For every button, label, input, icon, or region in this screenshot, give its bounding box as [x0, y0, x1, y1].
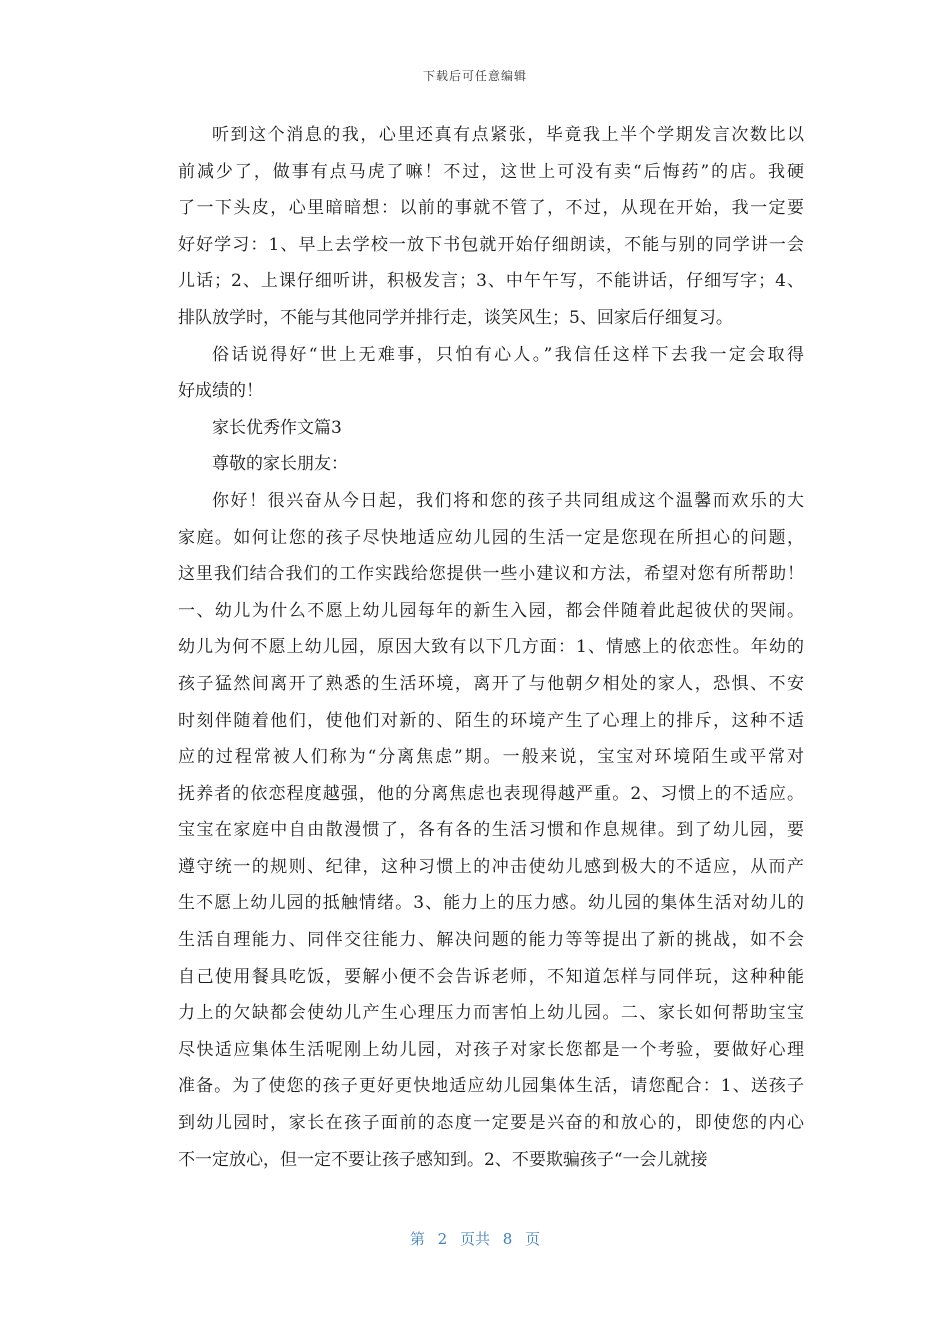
text-line: 俗话说得好“世上无难事，只怕有心人。”我信任这样下去我一定会取得: [212, 344, 804, 365]
total-page-number: 8: [502, 1230, 513, 1248]
current-page-number: 2: [437, 1230, 448, 1248]
text-line: 排队放学时，不能与其他同学并排行走，谈笑风生；5、回家后仔细复习。: [178, 307, 733, 328]
text-line: 好成绩的！: [178, 381, 263, 402]
section-title-text: 家长优秀作文篇3: [212, 417, 342, 438]
paragraph-2: [144, 337, 804, 410]
text-line: 了一下头皮，心里暗暗想：以前的事就不管了，不过，从现在开始，我一定要: [178, 198, 804, 219]
footer-suffix: 页: [525, 1230, 541, 1248]
text-line: 生活自理能力、同伴交往能力、解决问题的能力等等提出了新的挑战，如不会: [178, 930, 804, 951]
text-line: 自己使用餐具吃饭，要解小便不会告诉老师，不知道怎样与同伴玩，这种种能: [178, 966, 804, 987]
salutation: [144, 446, 804, 483]
text-line: 你好！很兴奋从今日起，我们将和您的孩子共同组成这个温馨而欢乐的大: [212, 490, 804, 511]
text-line: 生不愿上幼儿园的抵触情绪。3、能力上的压力感。幼儿园的集体生活对幼儿的: [178, 893, 804, 914]
page-footer: [0, 1228, 950, 1249]
text-line: 儿话；2、上课仔细听讲，积极发言；3、中午午写，不能讲话，仔细写字；4、: [178, 271, 804, 292]
text-line: 应的过程常被人们称为“分离焦虑”期。一般来说，宝宝对环境陌生或平常对: [178, 747, 804, 768]
section-title: [144, 410, 804, 447]
text-line: 宝宝在家庭中自由散漫惯了，各有各的生活习惯和作息规律。到了幼儿园，要: [178, 820, 804, 841]
text-line: 抚养者的依恋程度越强，他的分离焦虑也表现得越严重。2、习惯上的不适应。: [178, 783, 804, 804]
text-line: 好好学习：1、早上去学校一放下书包就开始仔细朗读，不能与别的同学讲一会: [178, 234, 804, 255]
page-header-note: 下载后可任意编辑: [422, 69, 527, 83]
text-line: 幼儿为何不愿上幼儿园，原因大致有以下几方面：1、情感上的依恋性。年幼的: [178, 637, 804, 658]
footer-middle: 页共: [459, 1230, 490, 1248]
paragraph-1: [144, 117, 804, 337]
paragraph-3: [144, 483, 804, 1178]
text-line: 时刻伴随着他们，使他们对新的、陌生的环境产生了心理上的排斥，这种不适: [178, 710, 804, 731]
text-line: 家庭。如何让您的孩子尽快地适应幼儿园的生活一定是您现在所担心的问题，: [178, 527, 804, 548]
text-line: 准备。为了使您的孩子更好更快地适应幼儿园集体生活，请您配合：1、送孩子: [178, 1076, 804, 1097]
text-line: 遵守统一的规则、纪律，这种习惯上的冲击使幼儿感到极大的不适应，从而产: [178, 856, 804, 877]
text-line: 听到这个消息的我，心里还真有点紧张，毕竟我上半个学期发言次数比以: [212, 125, 804, 145]
text-line: 到幼儿园时，家长在孩子面前的态度一定要是兴奋的和放心的，即使您的内心: [178, 1113, 804, 1134]
document-body: [144, 117, 804, 1178]
salutation-text: 尊敬的家长朋友：: [212, 454, 348, 475]
text-line: 力上的欠缺都会使幼儿产生心理压力而害怕上幼儿园。二、家长如何帮助宝宝: [178, 1003, 804, 1024]
text-line: 一、幼儿为什么不愿上幼儿园每年的新生入园，都会伴随着此起彼伏的哭闹。: [178, 600, 804, 621]
footer-prefix: 第: [409, 1230, 425, 1248]
text-line: 尽快适应集体生活呢刚上幼儿园，对孩子对家长您都是一个考验，要做好心理: [178, 1039, 804, 1060]
text-line: 不一定放心，但一定不要让孩子感知到。2、不要欺骗孩子“一会儿就接: [178, 1149, 708, 1170]
text-line: 这里我们结合我们的工作实践给您提供一些小建议和方法，希望对您有所帮助！: [178, 564, 804, 585]
text-line: 孩子猛然间离开了熟悉的生活环境，离开了与他朝夕相处的家人，恐惧、不安: [178, 673, 804, 694]
text-line: 前减少了，做事有点马虎了嘛！不过，这世上可没有卖“后悔药”的店。我硬: [178, 161, 804, 182]
